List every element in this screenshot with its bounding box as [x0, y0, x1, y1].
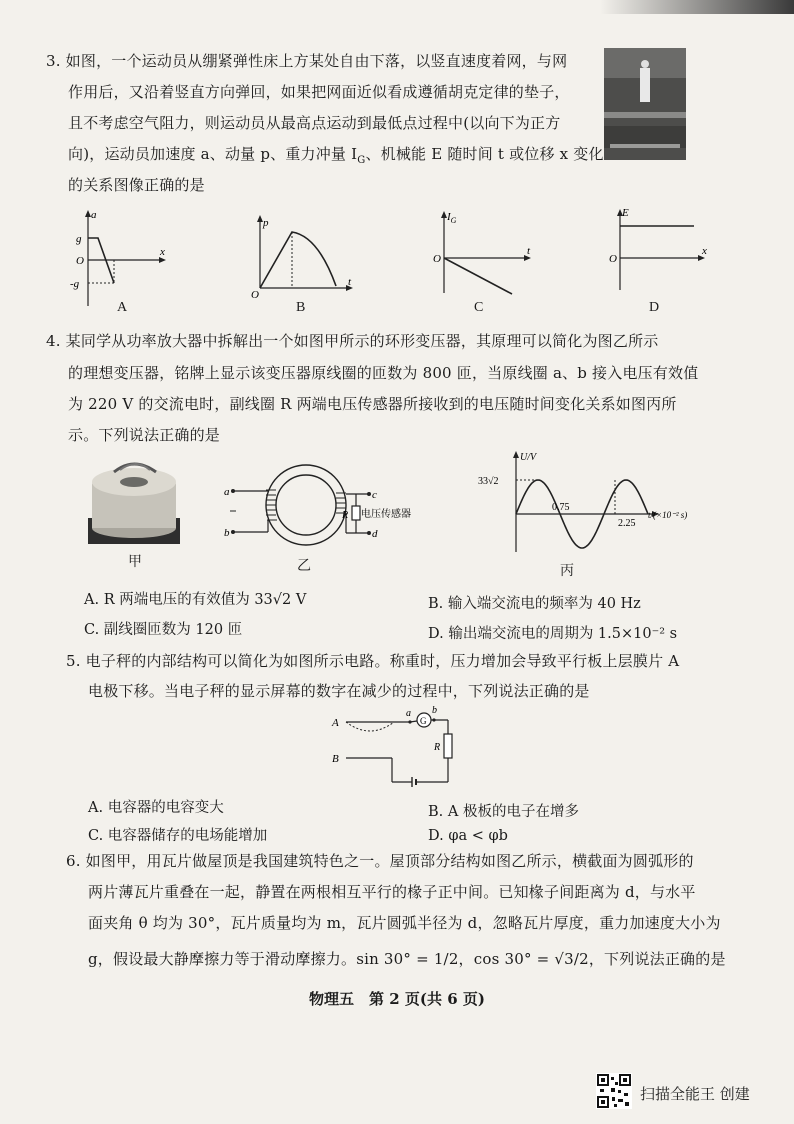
- graph-a-yaxis: a: [91, 209, 97, 221]
- q3-line-4: 向)，运动员加速度 a、动量 p、重力冲量 $I_G$、机械能 E 随时间 t 或位移 x 变化: [68, 145, 604, 166]
- fig-yi-caption: 乙: [297, 559, 311, 574]
- trampoline-photo: [604, 48, 686, 160]
- graph-d: [606, 206, 716, 296]
- node-a-label: a: [406, 708, 411, 719]
- scanner-watermark: 扫描全能王 创建: [640, 1085, 750, 1103]
- terminal-b: b: [224, 527, 230, 539]
- graph-b-yaxis: p: [263, 217, 269, 229]
- graph-a-caption: A: [117, 300, 128, 315]
- q3-line-1: 3. 如图，一个运动员从绷紧弹性床上方某处自由下落，以竖直速度着网，与网: [46, 52, 568, 70]
- q4-line-3: 为 220 V 的交流电时，副线圈 R 两端电压传感器所接收到的电压随时间变化关系如图丙所: [68, 395, 677, 413]
- graph-a-neg-g: -g: [70, 278, 80, 290]
- plate-b-label: B: [332, 753, 339, 765]
- graph-c: [430, 208, 540, 298]
- q6-line-4: g，假设最大静摩擦力等于滑动摩擦力。sin 30° = 1/2，cos 30° = √3/2，下列说法正确的是: [88, 950, 726, 968]
- q3-line-3: 且不考虑空气阻力，则运动员从最高点运动到最低点过程中(以向下为正方: [68, 114, 561, 132]
- scale-circuit: [330, 706, 470, 790]
- wave-peak: 33√2: [478, 476, 499, 487]
- wave-t2: 2.25: [618, 518, 636, 529]
- fig-bing-caption: 丙: [560, 564, 574, 579]
- resistor-label: R: [342, 510, 349, 521]
- q5-line-2: 电极下移。当电子秤的显示屏幕的数字在减少的过程中，下列说法正确的是: [88, 682, 590, 700]
- q4-line-2: 的理想变压器，铭牌上显示该变压器原线圈的匝数为 800 匝，当原线圈 a、b 接入电压有效值: [68, 364, 699, 382]
- terminal-d: d: [372, 528, 378, 540]
- q3-line-2: 作用后，又沿着竖直方向弹回，如果把网面近似看成遵循胡克定律的垫子，: [68, 83, 570, 101]
- graph-d-caption: D: [649, 300, 660, 315]
- transformer-schematic: [222, 462, 452, 552]
- q6-line-3: 面夹角 θ 均为 30°，瓦片质量均为 m，瓦片圆弧半径为 d，忽略瓦片厚度，重力加速度大小为: [88, 914, 721, 932]
- resistor-r-label: R: [434, 742, 441, 753]
- graph-c-yaxis: $I_G$: [447, 211, 457, 225]
- wave-ylabel: U/V: [520, 452, 537, 463]
- q4-option-a[interactable]: A. R 两端电压的有效值为 33√2 V: [84, 592, 307, 608]
- q4-option-d[interactable]: D. 输出端交流电的周期为 1.5×10⁻² s: [428, 626, 678, 642]
- terminal-c: c: [372, 489, 377, 501]
- q4-line-4: 示。下列说法正确的是: [68, 426, 221, 444]
- graph-a-xaxis: x: [160, 246, 165, 258]
- graph-a-g: g: [76, 233, 82, 245]
- node-b-label: b: [432, 705, 437, 716]
- qr-code: [596, 1073, 632, 1109]
- q4-option-b[interactable]: B. 输入端交流电的频率为 40 Hz: [428, 596, 641, 612]
- graph-b-caption: B: [296, 300, 306, 315]
- plate-a-label: A: [332, 717, 339, 729]
- q5-option-b[interactable]: B. A 极板的电子在增多: [428, 804, 579, 820]
- graph-c-caption: C: [474, 300, 484, 315]
- graph-d-yaxis: E: [622, 207, 629, 219]
- q5-option-a[interactable]: A. 电容器的电容变大: [88, 800, 224, 816]
- graph-b-origin: O: [251, 289, 259, 301]
- q3-line-5: 的关系图像正确的是: [68, 176, 205, 194]
- graph-b-xaxis: t: [348, 276, 352, 288]
- q5-option-c[interactable]: C. 电容器储存的电场能增加: [88, 828, 268, 844]
- wave-xlabel: t/(×10⁻² s): [648, 510, 688, 520]
- q6-line-2: 两片薄瓦片重叠在一起，静置在两根相互平行的椽子正中间。已知椽子间距离为 d，与水平: [88, 883, 696, 901]
- graph-b: [248, 212, 358, 302]
- galvanometer-label: G: [420, 716, 427, 726]
- toroidal-transformer-photo: [84, 458, 184, 548]
- page-footer: 物理五 第 2 页(共 6 页): [309, 990, 485, 1008]
- fig-jia-caption: 甲: [128, 555, 142, 570]
- terminal-a: a: [224, 486, 230, 498]
- graph-c-origin: O: [433, 253, 441, 265]
- q4-line-1: 4. 某同学从功率放大器中拆解出一个如图甲所示的环形变压器，其原理可以简化为图乙所示: [46, 332, 659, 350]
- scan-shadow: [600, 0, 794, 14]
- graph-c-xaxis: t: [527, 245, 531, 257]
- sensor-label: 电压传感器: [361, 509, 411, 520]
- sine-wave-graph: [470, 448, 710, 558]
- q5-line-1: 5. 电子秤的内部结构可以简化为如图所示电路。称重时，压力增加会导致平行板上层膜片 A: [66, 652, 680, 670]
- wave-t1: 0.75: [552, 502, 570, 513]
- graph-d-origin: O: [609, 253, 617, 265]
- graph-a-origin: O: [76, 255, 84, 267]
- graph-d-xaxis: x: [702, 245, 707, 257]
- q5-option-d[interactable]: D. φa < φb: [428, 828, 508, 844]
- q4-option-c[interactable]: C. 副线圈匝数为 120 匝: [84, 622, 243, 638]
- q6-line-1: 6. 如图甲，用瓦片做屋顶是我国建筑特色之一。屋顶部分结构如图乙所示，横截面为圆弧形的: [66, 852, 694, 870]
